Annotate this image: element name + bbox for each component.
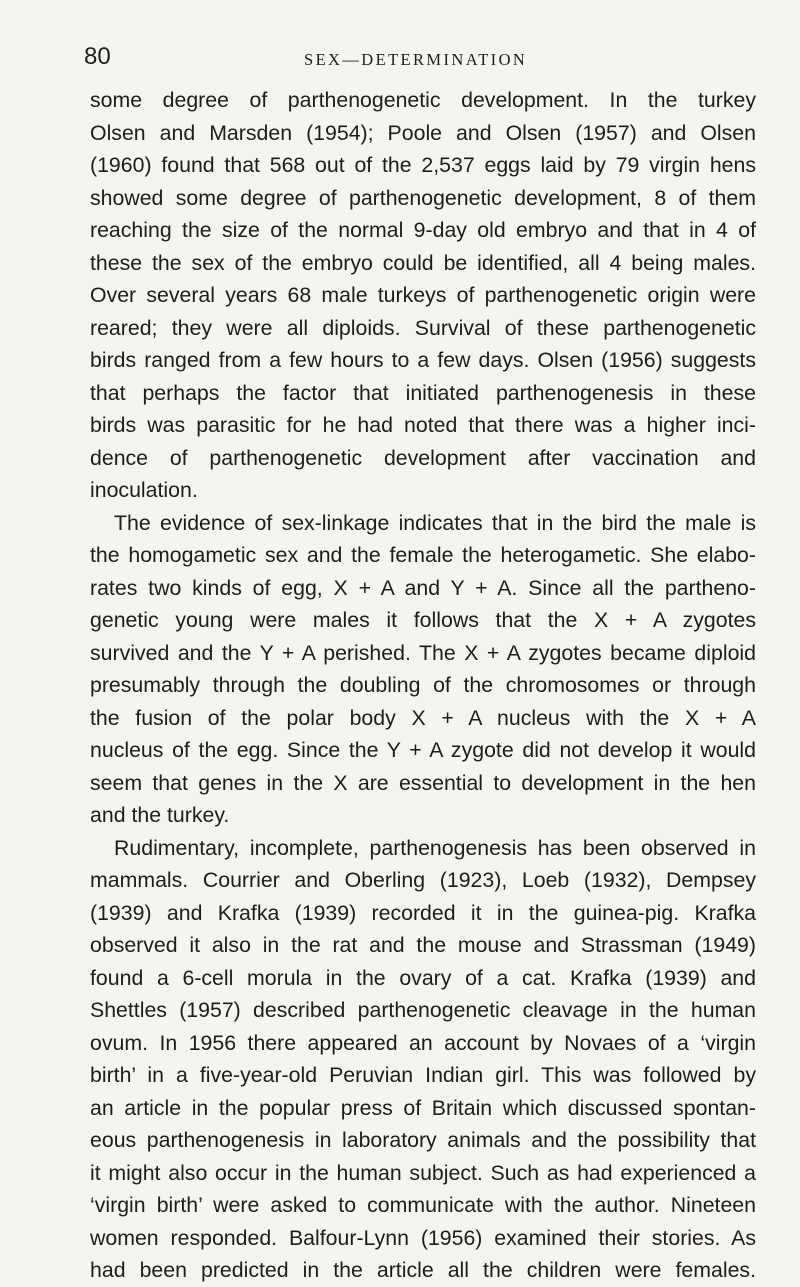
text-line: (1960) found that 568 out of the 2,537 eggs laid by 79 virgin hens xyxy=(90,153,756,177)
text-line: survived and the Y + A perished. The X + A zygotes became diploid xyxy=(90,640,756,665)
text-line: and the turkey. xyxy=(90,803,230,827)
text-line: Rudimentary, incomplete, parthenogenesis has been observed in xyxy=(114,835,756,860)
text-line: eous parthenogenesis in laboratory animals and the possibility that xyxy=(90,1128,756,1152)
text-line: birds was parasitic for he had noted that there was a higher inci- xyxy=(90,413,756,437)
text-line: Over several years 68 male turkeys of parthenogenetic origin were xyxy=(90,283,756,307)
text-line: birds ranged from a few hours to a few days. Olsen (1956) suggests xyxy=(90,348,756,372)
text-line: dence of parthenogenetic development after vaccination and xyxy=(90,445,756,470)
text-line: (1939) and Krafka (1939) recorded it in the guinea-pig. Krafka xyxy=(90,900,756,925)
text-line: reaching the size of the normal 9-day old embryo and that in 4 of xyxy=(90,218,756,242)
text-line: nucleus of the egg. Since the Y + A zygote did not develop it would xyxy=(90,738,756,762)
text-line: birth’ in a five-year-old Peruvian Indian girl. This was followed by xyxy=(90,1063,756,1087)
text-line: reared; they were all diploids. Survival of these parthenogenetic xyxy=(90,315,756,340)
text-line: observed it also in the rat and the mouse and Strassman (1949) xyxy=(90,933,756,957)
text-line: inoculation. xyxy=(90,478,198,502)
text-line: had been predicted in the article all the children were females. xyxy=(90,1258,756,1282)
text-line: genetic young were males it follows that the X + A zygotes xyxy=(90,608,756,632)
body-text xyxy=(90,84,756,1287)
text-line: showed some degree of parthenogenetic development, 8 of them xyxy=(90,185,756,210)
text-line: seem that genes in the X are essential to development in the hen xyxy=(90,770,756,795)
text-line: an article in the popular press of Britain which discussed spontan- xyxy=(90,1095,756,1120)
text-line: these the sex of the embryo could be identified, all 4 being males. xyxy=(90,250,756,275)
text-line: Shettles (1957) described parthenogenetic cleavage in the human xyxy=(90,998,756,1022)
text-line: Olsen and Marsden (1954); Poole and Olsen (1957) and Olsen xyxy=(90,120,756,145)
text-line: mammals. Courrier and Oberling (1923), Loeb (1932), Dempsey xyxy=(90,868,756,892)
text-line: some degree of parthenogenetic development. In the turkey xyxy=(90,88,756,112)
text-line: the homogametic sex and the female the heterogametic. She elabo- xyxy=(90,543,756,567)
text-line: it might also occur in the human subject. Such as had experienced a xyxy=(90,1160,756,1185)
text-line: the fusion of the polar body X + A nucleus with the X + A xyxy=(90,705,756,730)
text-line: ovum. In 1956 there appeared an account by Novaes of a ‘virgin xyxy=(90,1030,756,1055)
text-line: presumably through the doubling of the chromosomes or through xyxy=(90,673,756,697)
page-header xyxy=(84,40,774,80)
text-line: rates two kinds of egg, X + A and Y + A. Since all the partheno- xyxy=(90,575,756,600)
text-line: ‘virgin birth’ were asked to communicate with the author. Nineteen xyxy=(90,1193,756,1217)
text-line: found a 6-cell morula in the ovary of a cat. Krafka (1939) and xyxy=(90,965,756,990)
text-line: women responded. Balfour-Lynn (1956) examined their stories. As xyxy=(90,1225,756,1250)
page-number: 80 xyxy=(84,43,111,70)
running-head: SEX—DETERMINATION xyxy=(304,50,528,69)
text-line: that perhaps the factor that initiated parthenogenesis in these xyxy=(90,380,756,405)
text-line: The evidence of sex-linkage indicates that in the bird the male is xyxy=(114,510,756,535)
